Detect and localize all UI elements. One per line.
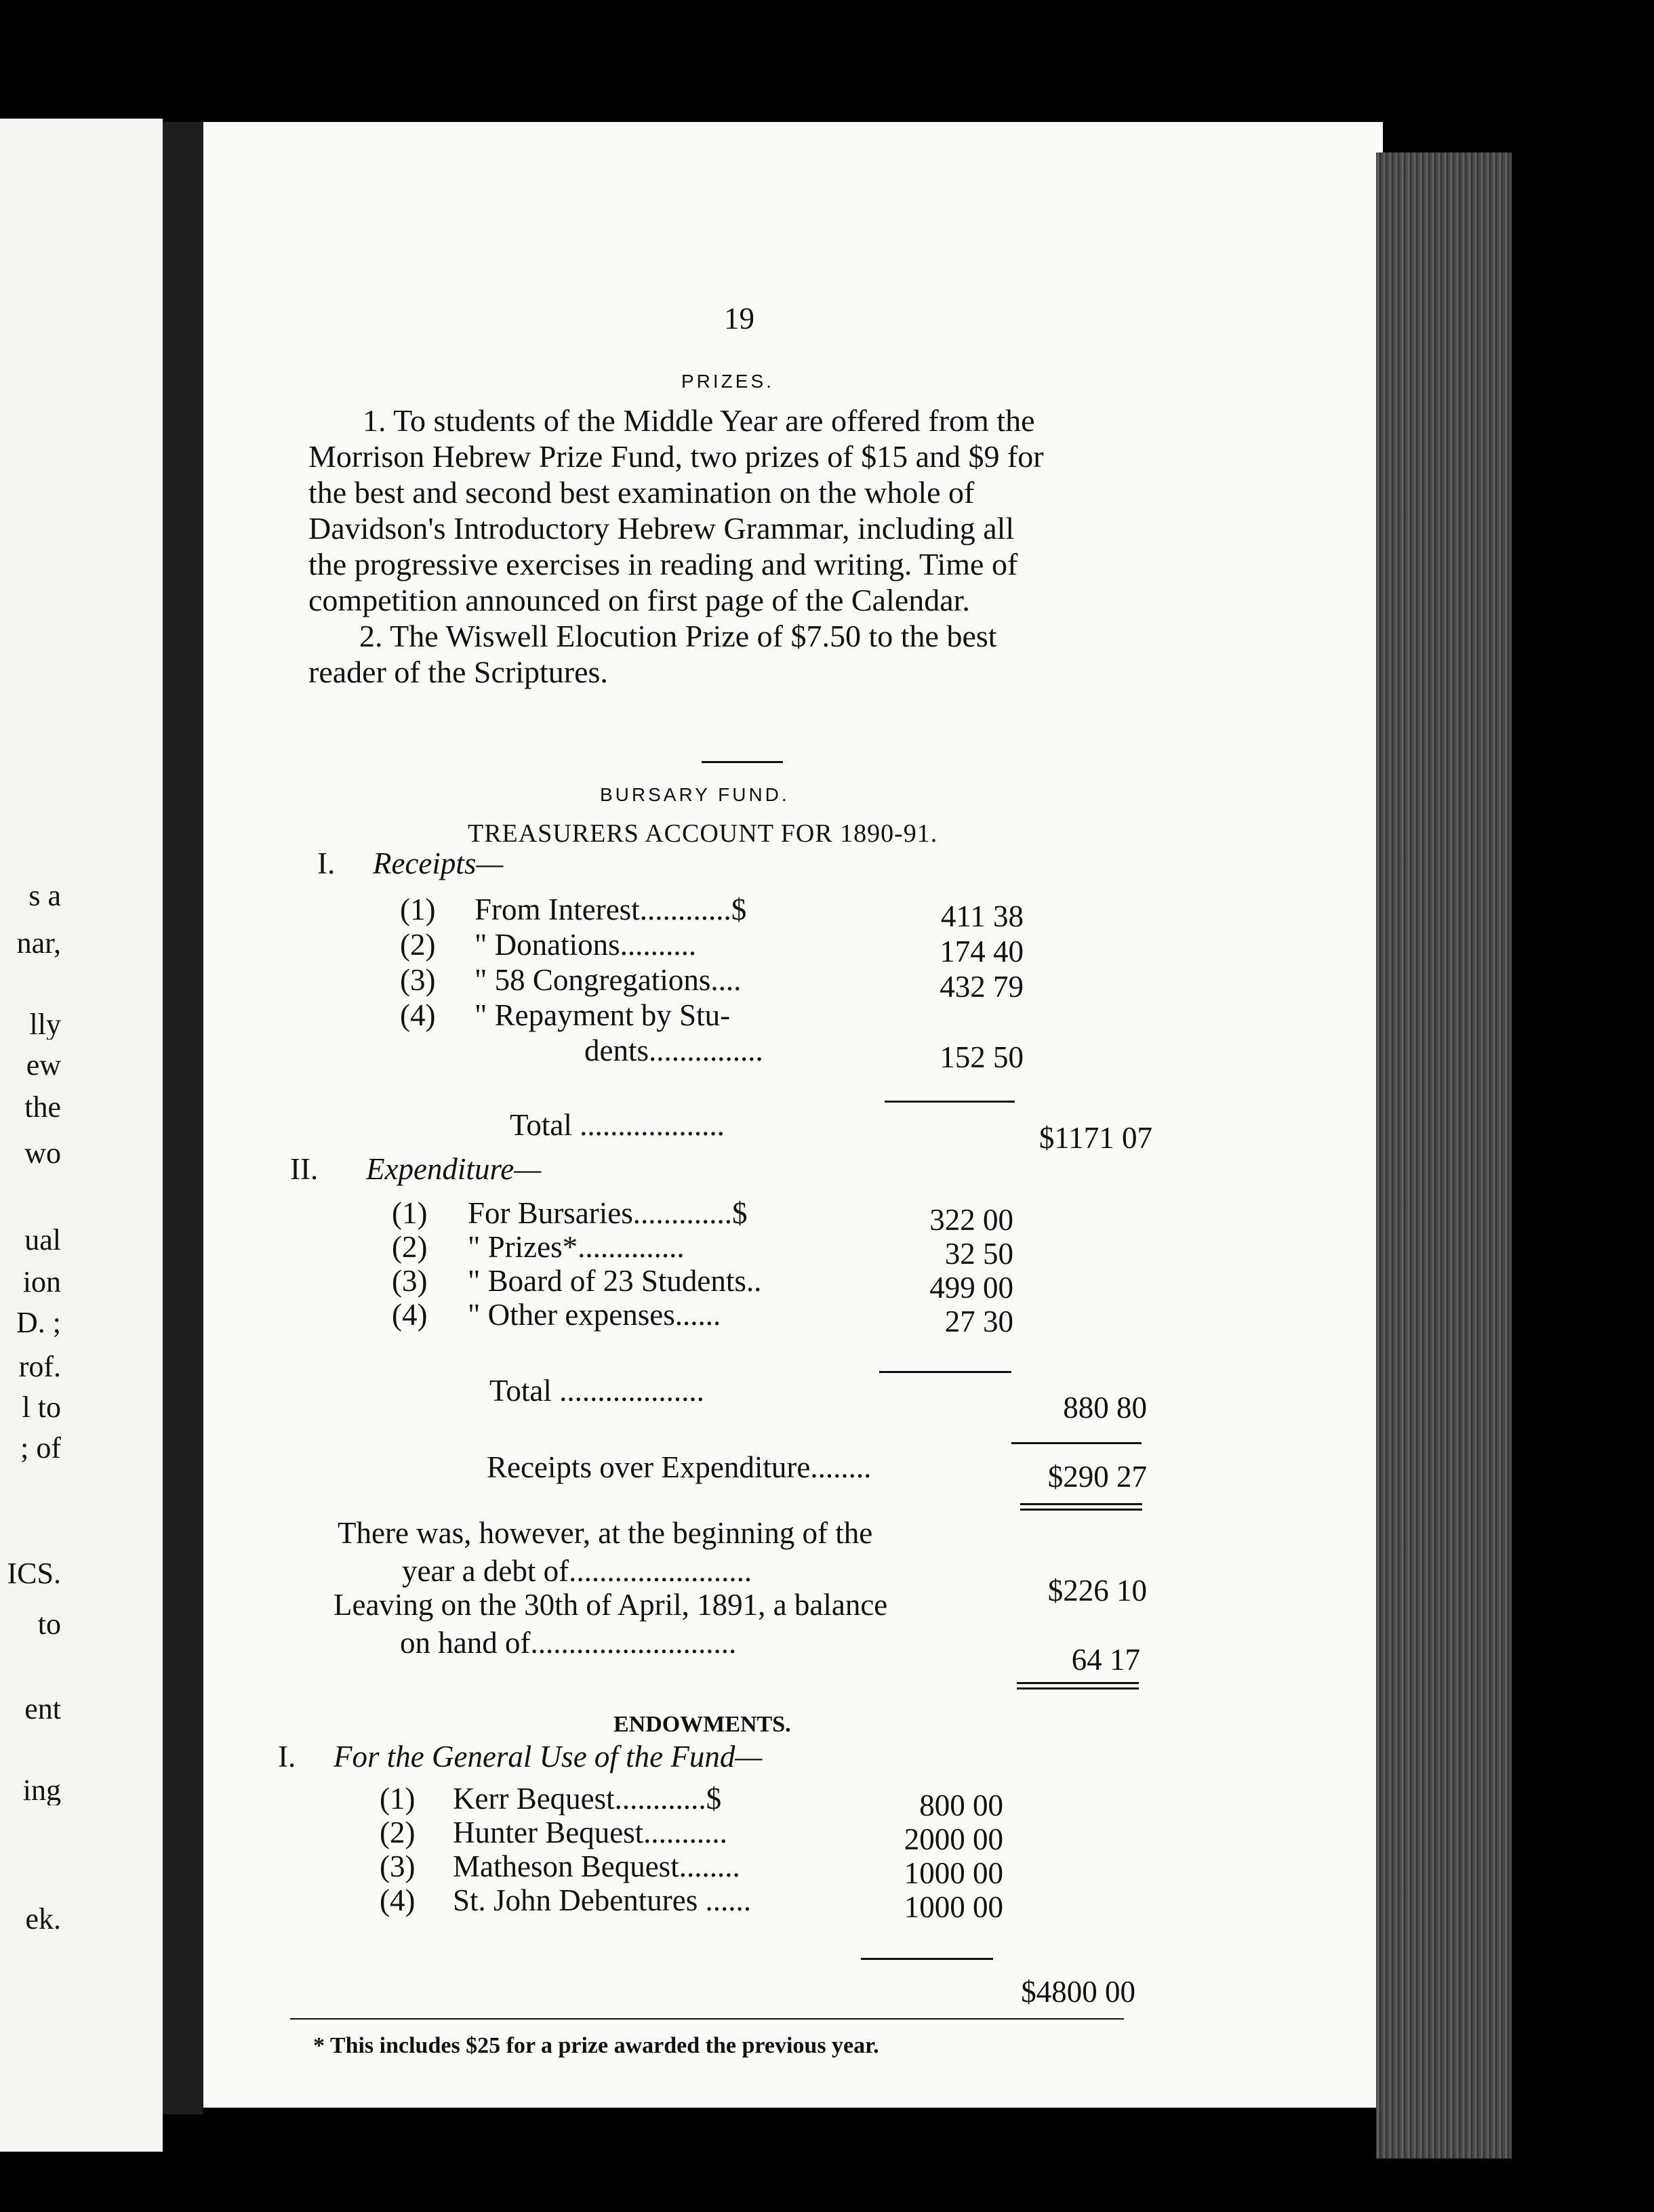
balance-rule-top (1011, 1442, 1142, 1444)
left-page-fragment: to (37, 1610, 61, 1639)
item-number: (4) (380, 1883, 416, 1917)
item-text: " 58 Congregations.... (475, 963, 742, 997)
balance-double-rule (1020, 1503, 1142, 1511)
left-page-fragment: ek. (25, 1904, 61, 1934)
receipts-label: Receipts— (373, 846, 504, 880)
leaving-line-2: on hand of........................... (400, 1626, 737, 1660)
item-text: dents............... (584, 1033, 763, 1067)
item-text: " Repayment by Stu- (475, 998, 731, 1032)
item-number: (1) (400, 893, 436, 926)
item-value: 432 79 (940, 970, 1024, 1004)
balance-label: Receipts over Expenditure........ (487, 1450, 872, 1484)
expenditure-rule (879, 1371, 1011, 1373)
left-page-fragment: l to (22, 1393, 61, 1422)
item-text: Hunter Bequest........... (453, 1816, 727, 1849)
item-number: (3) (380, 1849, 416, 1883)
left-page-fragment: lly (29, 1010, 61, 1040)
debt-line-1: There was, however, at the beginning of the (338, 1516, 873, 1550)
left-page-fragment: ICS. (7, 1559, 61, 1589)
endowments-label: For the General Use of the Fund— (334, 1740, 763, 1774)
item-text: St. John Debentures ...... (453, 1883, 751, 1917)
item-text: Matheson Bequest........ (453, 1849, 740, 1883)
left-page-fragment: the (24, 1092, 61, 1122)
expenditure-numeral: II. (290, 1152, 319, 1186)
left-page-fragment: ; of (20, 1433, 61, 1463)
item-number: (2) (400, 928, 436, 962)
item-value: 1000 00 (904, 1856, 1003, 1890)
expenditure-label: Expenditure— (366, 1152, 542, 1186)
item-text: Kerr Bequest............$ (453, 1782, 722, 1816)
item-value: 1000 00 (904, 1890, 1003, 1924)
item-number: (4) (400, 998, 436, 1032)
leaving-line-1: Leaving on the 30th of April, 1891, a balance (334, 1588, 888, 1622)
prize-line: Davidson's Introductory Hebrew Grammar, including all (308, 511, 1015, 546)
item-text: " Prizes*.............. (468, 1230, 685, 1264)
item-number: (3) (392, 1264, 428, 1298)
left-page (0, 119, 163, 2152)
item-number: (4) (392, 1298, 428, 1332)
page-number: 19 (724, 302, 754, 335)
receipts-total-label: Total ................... (510, 1108, 725, 1142)
footnote-rule (290, 2018, 1124, 2020)
item-number: (1) (380, 1782, 416, 1816)
receipts-numeral: I. (317, 846, 336, 880)
item-number: (3) (400, 963, 436, 997)
left-page-fragment: ew (26, 1050, 61, 1080)
item-value: 174 40 (940, 935, 1024, 968)
item-value: 800 00 (919, 1788, 1003, 1822)
debt-line-2: year a debt of........................ (402, 1554, 752, 1588)
prize-line: 2. The Wiswell Elocution Prize of $7.50 to the best (359, 619, 997, 653)
left-page-fragment: s a (28, 881, 61, 911)
gutter-shadow (163, 122, 203, 2114)
prize-line: reader of the Scriptures. (308, 655, 608, 689)
expenditure-total-label: Total ................... (489, 1374, 704, 1408)
item-value: 411 38 (940, 899, 1024, 933)
item-text: For Bursaries.............$ (468, 1196, 748, 1230)
prize-line: competition announced on first page of the Calendar. (308, 583, 970, 617)
expenditure-total-value: 880 80 (1063, 1391, 1147, 1425)
left-page-fragment: rof. (18, 1352, 61, 1382)
item-text: " Board of 23 Students.. (468, 1264, 762, 1298)
left-page-fragment: ual (24, 1225, 61, 1255)
item-text: " Donations.......... (475, 928, 697, 962)
leaving-double-rule (1017, 1682, 1139, 1689)
prize-line: 1. To students of the Middle Year are offered from the (363, 403, 1035, 438)
receipts-rule (885, 1101, 1015, 1103)
endowments-total-value: $4800 00 (1021, 1975, 1135, 2009)
item-number: (2) (380, 1816, 416, 1849)
page-edge (1376, 152, 1512, 2158)
section-divider (702, 761, 783, 763)
balance-value: $290 27 (1047, 1460, 1147, 1494)
item-value: 32 50 (944, 1237, 1013, 1271)
prize-line: the best and second best examination on the whole of (308, 475, 975, 510)
item-value: 322 00 (929, 1203, 1013, 1237)
prizes-heading: PRIZES. (681, 371, 774, 392)
endowments-numeral: I. (278, 1740, 296, 1774)
left-page-fragment: wo (24, 1139, 61, 1168)
prize-line: the progressive exercises in reading and writing. Time of (308, 547, 1018, 581)
left-page-fragment: ion (22, 1267, 61, 1297)
item-value: 152 50 (940, 1040, 1024, 1074)
left-page-fragment: ent (24, 1694, 61, 1724)
endowments-heading: ENDOWMENTS. (613, 1712, 791, 1737)
endowments-rule (861, 1958, 993, 1960)
debt-value: $226 10 (1047, 1574, 1147, 1607)
receipts-total-value: $1171 07 (1038, 1121, 1152, 1155)
item-text: From Interest............$ (475, 893, 747, 926)
item-text: " Other expenses...... (468, 1298, 721, 1332)
leaving-value: 64 17 (1071, 1643, 1140, 1677)
item-number: (1) (392, 1196, 428, 1230)
prize-line: Morrison Hebrew Prize Fund, two prizes of $15 and $9 for (308, 439, 1044, 474)
item-value: 2000 00 (904, 1822, 1003, 1856)
bursary-heading: BURSARY FUND. (600, 784, 790, 805)
account-heading: TREASURERS ACCOUNT FOR 1890-91. (468, 819, 938, 848)
item-number: (2) (392, 1230, 428, 1264)
item-value: 27 30 (944, 1305, 1013, 1338)
left-page-fragment: ing (22, 1776, 61, 1805)
left-page-fragment: nar, (16, 928, 61, 958)
left-page-fragment: D. ; (16, 1308, 61, 1338)
footnote: * This includes $25 for a prize awarded the previous year. (313, 2033, 879, 2058)
item-value: 499 00 (929, 1271, 1013, 1305)
